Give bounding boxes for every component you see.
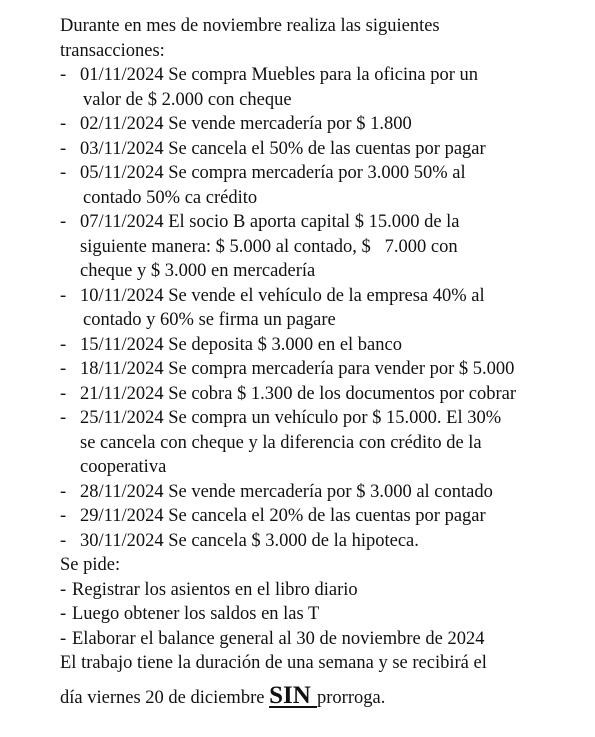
list-dash: - <box>60 530 67 551</box>
transaction-item <box>60 333 575 358</box>
transaction-text: 30/11/2024 Se cancela $ 3.000 de la hipoteca. <box>80 530 419 551</box>
transaction-text: valor de $ 2.000 con cheque <box>83 89 292 110</box>
intro-line-1: Durante en mes de noviembre realiza las siguientes <box>60 16 440 36</box>
transaction-text: 02/11/2024 Se vende mercadería por $ 1.800 <box>80 114 412 134</box>
transaction-text: 10/11/2024 Se vende el vehículo de la empresa 40% al <box>80 285 485 306</box>
list-dash: - <box>60 628 67 649</box>
transaction-text: 29/11/2024 Se cancela el 20% de las cuentas por pagar <box>80 506 486 526</box>
requirement-item <box>60 627 575 652</box>
transaction-text: 03/11/2024 Se cancela el 50% de las cuentas por pagar <box>80 138 486 159</box>
transaction-text: cooperativa <box>80 457 167 477</box>
transaction-item <box>60 112 575 137</box>
list-dash: - <box>60 604 67 624</box>
transaction-text: 15/11/2024 Se deposita $ 3.000 en el banco <box>80 334 402 355</box>
transaction-text: contado 50% ca crédito <box>83 187 258 208</box>
requirements-list <box>60 578 575 652</box>
transaction-text: 07/11/2024 El socio B aporta capital $ 15.000 de la <box>80 212 460 232</box>
requirement-item <box>60 578 575 603</box>
list-dash: - <box>60 138 67 159</box>
transaction-item <box>60 529 575 554</box>
transaction-text: 28/11/2024 Se vende mercadería por $ 3.000 al contado <box>80 481 493 502</box>
transaction-item <box>60 357 575 382</box>
list-dash: - <box>60 481 67 502</box>
closing-line-2 <box>60 681 575 711</box>
se-pide-heading: Se pide: <box>60 555 121 575</box>
transaction-text: siguiente manera: $ 5.000 al contado, $ 7.000 con <box>80 236 458 257</box>
transaction-text: 21/11/2024 Se cobra $ 1.300 de los documentos por cobrar <box>80 383 517 404</box>
transaction-text: 05/11/2024 Se compra mercadería por 3.000 50% al <box>80 163 466 183</box>
list-dash: - <box>60 579 67 600</box>
transaction-text: contado y 60% se firma un pagare <box>83 310 336 330</box>
list-dash: - <box>60 359 67 379</box>
transaction-item <box>60 210 575 284</box>
list-dash: - <box>60 212 67 232</box>
transaction-text: 25/11/2024 Se compra un vehículo por $ 15.000. El 30% <box>80 408 502 428</box>
list-dash: - <box>60 285 67 306</box>
closing-text: prorroga. <box>317 687 386 708</box>
list-dash: - <box>60 334 67 355</box>
closing-line-1: El trabajo tiene la duración de una semana y se recibirá el <box>60 653 487 673</box>
transaction-list <box>60 63 575 553</box>
transaction-item <box>60 504 575 529</box>
transaction-item <box>60 406 575 480</box>
intro-line-2: transacciones: <box>60 40 165 61</box>
transaction-text: 18/11/2024 Se compra mercadería para vender por $ 5.000 <box>80 359 515 379</box>
transaction-item <box>60 137 575 162</box>
list-dash: - <box>60 163 67 183</box>
requirement-item <box>60 602 575 627</box>
transaction-item <box>60 63 575 112</box>
transaction-item <box>60 284 575 333</box>
list-dash: - <box>60 65 67 85</box>
list-dash: - <box>60 506 67 526</box>
transaction-text: se cancela con cheque y la diferencia con crédito de la <box>80 432 482 453</box>
list-dash: - <box>60 408 67 428</box>
transaction-item <box>60 161 575 210</box>
sin-emphasis: SIN <box>269 681 318 709</box>
list-dash: - <box>60 383 67 404</box>
list-dash: - <box>60 114 67 134</box>
transaction-item <box>60 480 575 505</box>
transaction-text: cheque y $ 3.000 en mercadería <box>80 261 316 281</box>
requirement-text: Registrar los asientos en el libro diario <box>72 579 358 600</box>
transaction-text: 01/11/2024 Se compra Muebles para la oficina por un <box>80 65 478 85</box>
closing-text: día viernes 20 de diciembre <box>60 687 270 708</box>
transaction-item <box>60 382 575 407</box>
requirement-text: Elaborar el balance general al 30 de noviembre de 2024 <box>72 628 485 649</box>
requirement-text: Luego obtener los saldos en las T <box>72 604 320 624</box>
